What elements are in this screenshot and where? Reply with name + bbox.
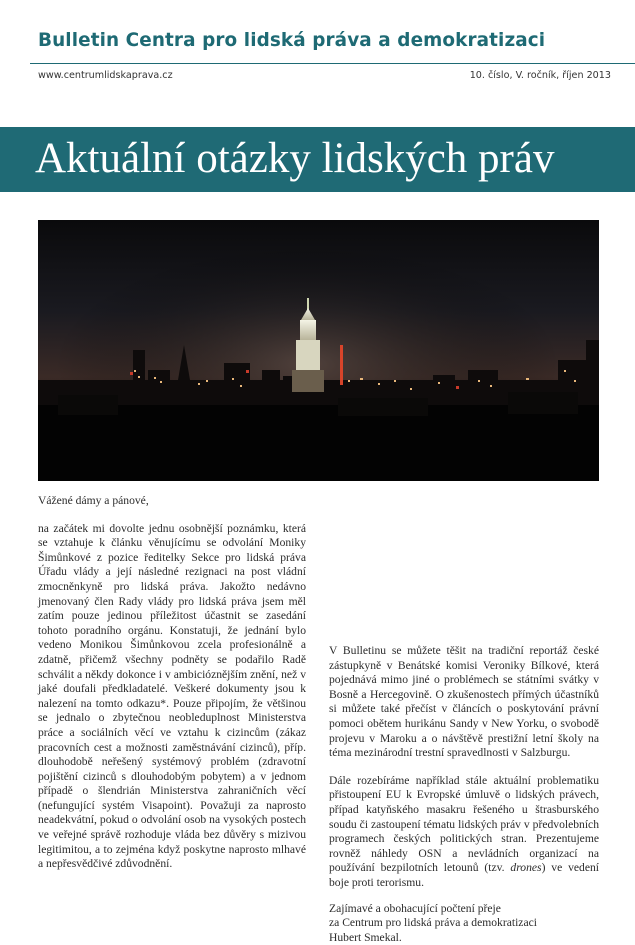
paragraph-3-text-end: ) ve vedení boje proti terorismu.: [329, 861, 599, 889]
website-url[interactable]: www.centrumlidskaprava.cz: [38, 70, 173, 81]
signature: Hubert Smekal.: [329, 930, 402, 944]
article-paragraph-3: [329, 774, 599, 891]
article-paragraph-2: V Bulletinu se můžete těšit na tradiční reportáž české zástupkyně v Benátské komisi Veroniky Bílkové, která pojednává mimo jiné o problémech se státními svátky v Bosně a Hercegovině. O zkušenostech přímých účastníků si můžete také přečíst v článcích o poskytování právní pomoci obětem hurikánu Sandy v New Yorku, o svobodě projevu v Maroku a o návštěvě prestižní letní školy na téma mezinárodní trestní spravedlnosti v Salzburgu.: [329, 644, 599, 760]
header-meta: [38, 70, 611, 81]
paragraph-3-text-start: Dále rozebíráme například stále aktuální problematiku přistoupení EU k Evropské úmluvě o lidských právech, případ katyňského masakru řešeného u štrasburského soudu či zastoupení tématu lidských práv v předvolebních programech českých politických stran. Prezentujeme rovněž náhledy OSN a nevládních organizací na používání bezpilotních letounů (tzv.: [329, 773, 599, 875]
closing-line-2: za Centrum pro lidská práva a demokratizaci: [329, 916, 537, 930]
greeting: Vážené dámy a pánové,: [38, 494, 149, 507]
issue-info: 10. číslo, V. ročník, říjen 2013: [469, 70, 611, 81]
article-paragraph-1: na začátek mi dovolte jednu osobnější poznámku, která se vztahuje k článku věnujícímu se odvolání Moniky Šimůnkové z pozice ředitelky Sekce pro lidská práva Úřadu vlády a její následné rezignaci na post vládní zmocněnkyně pro lidská práva. Jakožto nedávno jmenovaný člen Rady vlády pro lidská práva jsem měl zatím pouze jedinou příležitost účastnit se zasedání tohoto poradního orgánu. Konstatuji, že jednání bylo vedeno Monikou Šimůnkovou zcela profesionálně a zdatně, přičemž všechny podněty se podařilo Radě schválit a někdy dokonce i v ambicióznějším znění, než v jaké doufali předkladatelé. Veškeré dokumenty jsou k nalezení na tomto odkazu*. Pouze připojím, že většinou se jednalo o zbytečnou neobleduplnost Ministerstva práce a sociálních věcí ve vztahu k cizincům (zákaz pracovních cest a možnosti zaměstnávání cizinců), příp. dlouhodobě neřešený systémový problém (zdravotní pojištění cizinců s dlouhodobým pobytem) a v jednom případě o šlendrián Ministerstva zahraničních věcí (nefungující systém Visapoint). Považuji za naprosto neadekvátní, pokud o odvolání osob na vysokých postech ve veřejné správě rozhoduje vláda bez důvěry s mizivou legitimitou, a to zejména když poskytne naprosto mlhavé a nepřesvědčivé zdůvodnění.: [38, 521, 306, 871]
page-title: Aktuální otázky lidských práv: [35, 135, 555, 182]
drones-term: drones: [510, 861, 542, 875]
skyline-image: [38, 220, 599, 481]
bulletin-title: Bulletin Centra pro lidská práva a demokratizaci: [38, 30, 546, 51]
title-banner: [0, 127, 635, 192]
night-skyline-photo: [38, 220, 599, 481]
article-column-right: [329, 494, 599, 945]
closing-line-1: Zajímavé a obohacující počtení přeje: [329, 901, 501, 915]
article-column-left: [38, 494, 306, 872]
header-divider: [30, 63, 635, 64]
